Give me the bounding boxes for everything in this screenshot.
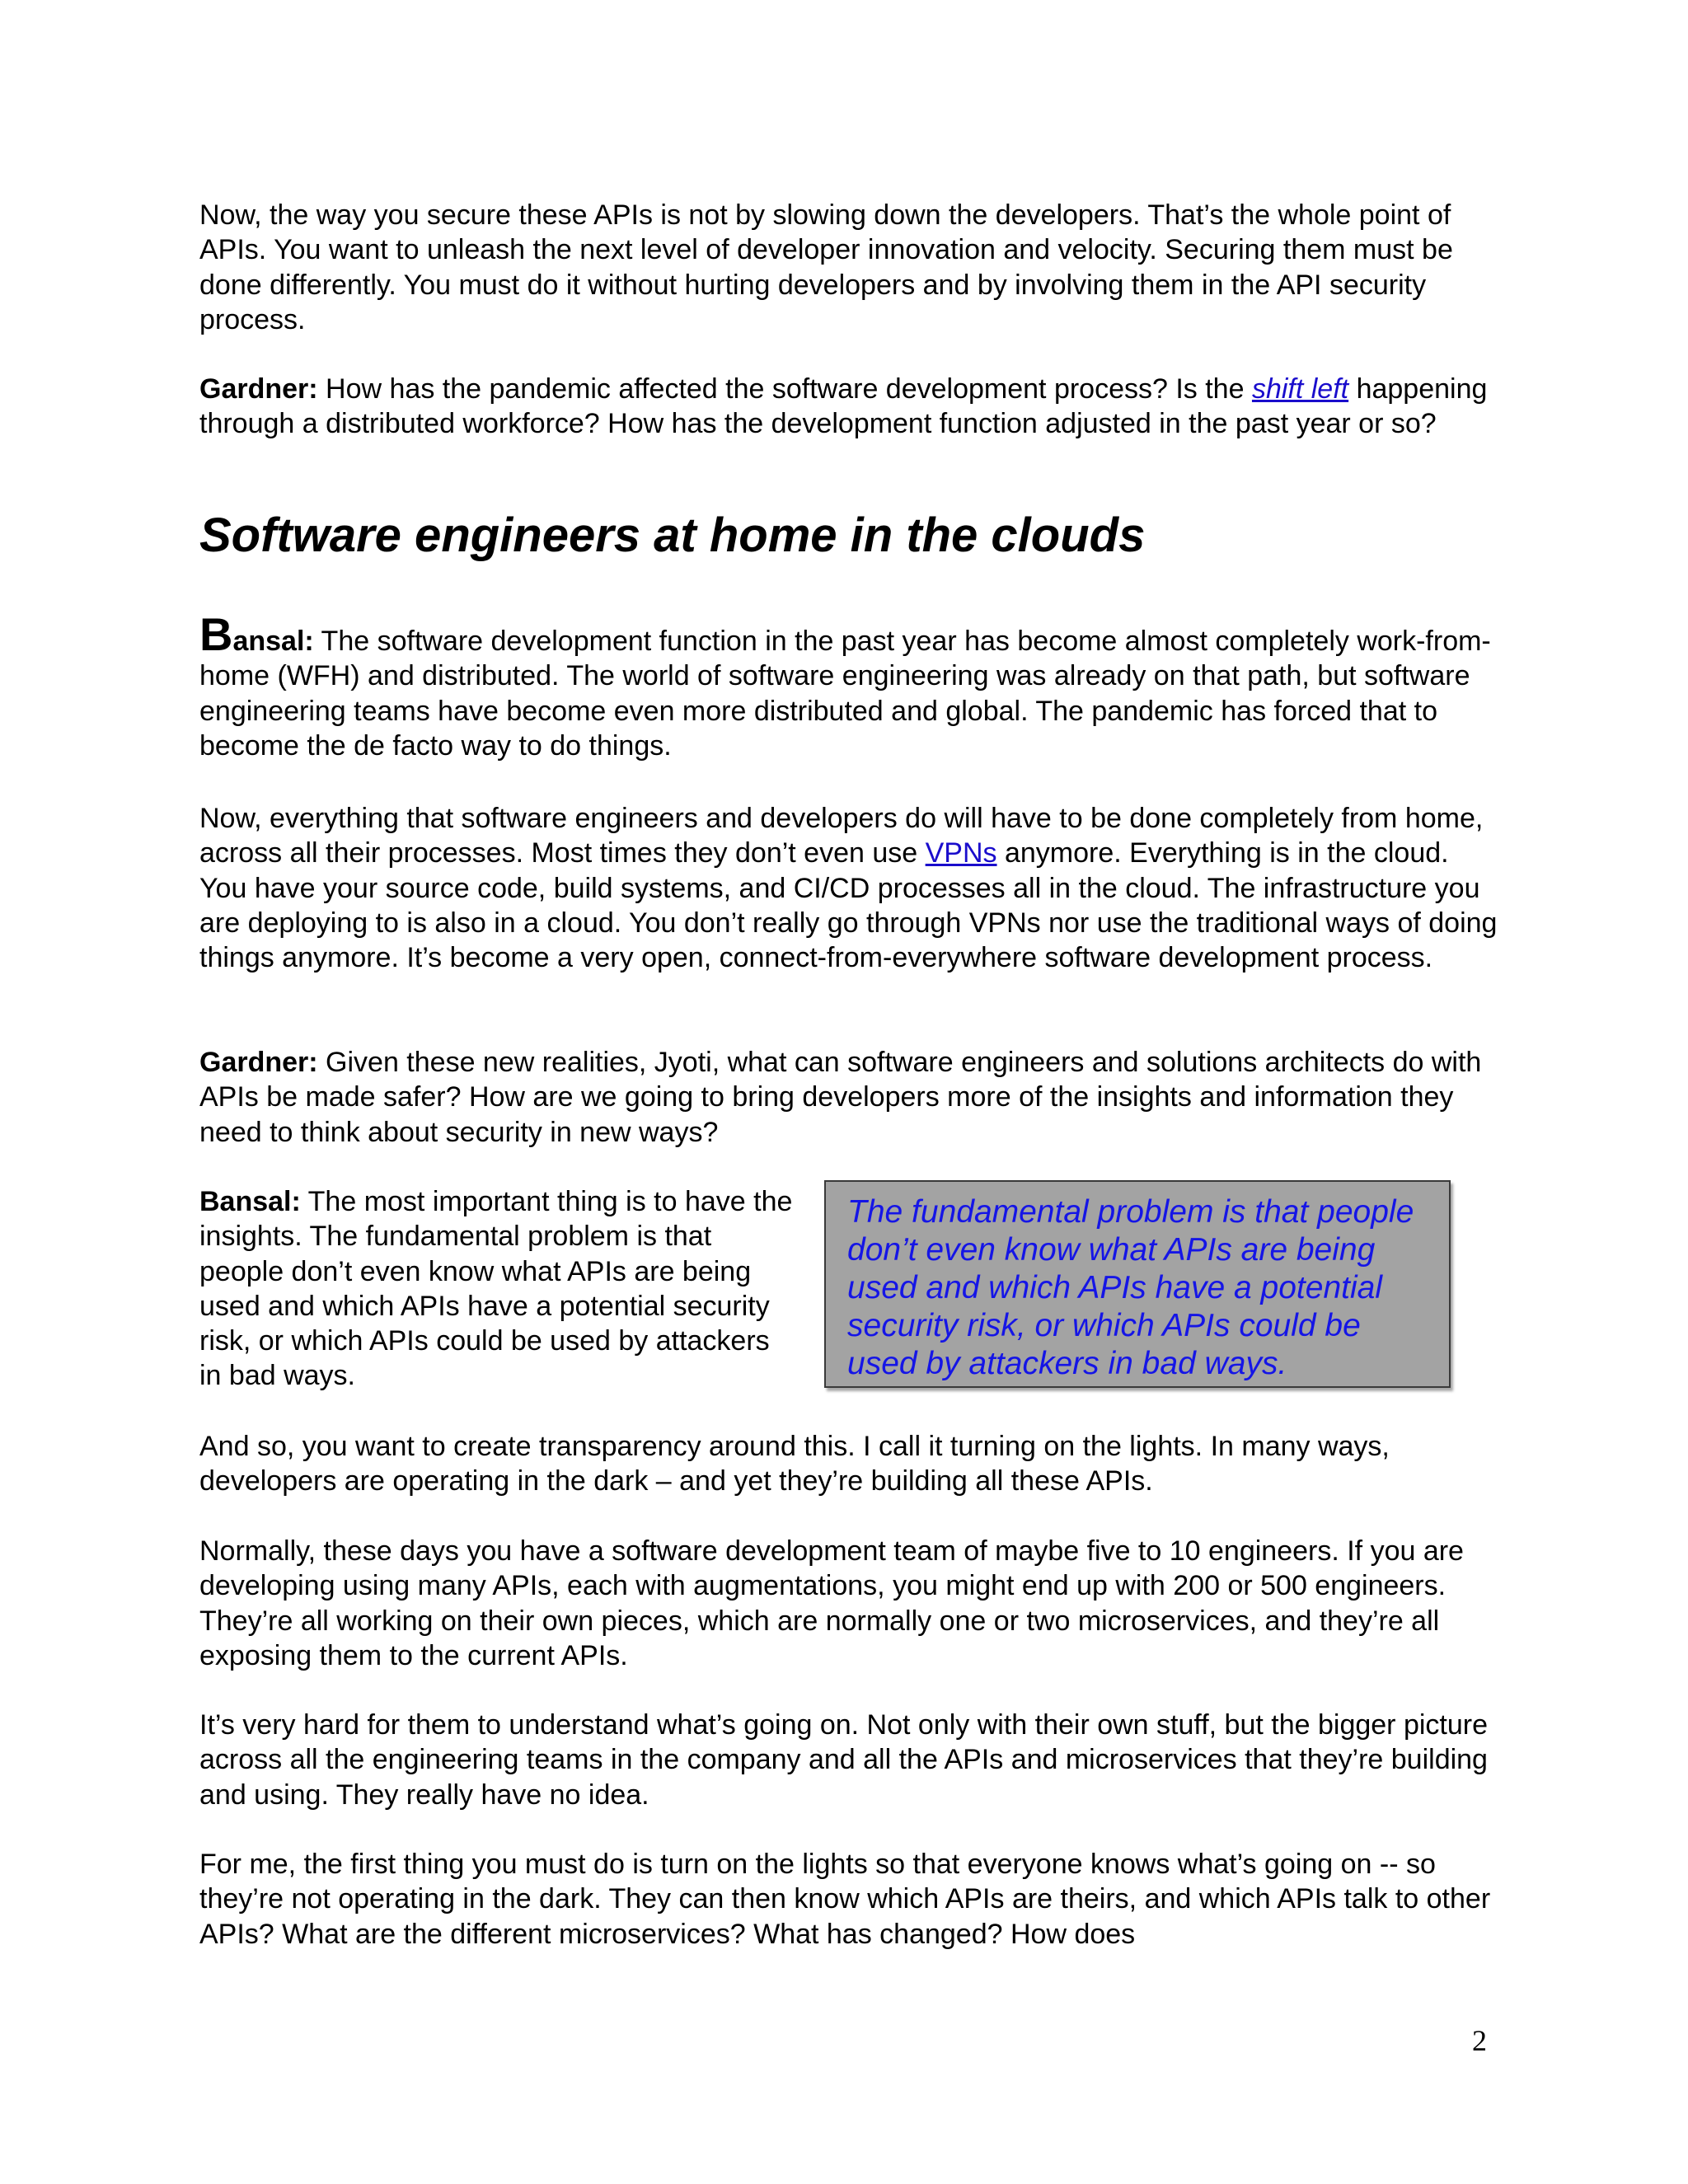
paragraph-text: How has the pandemic affected the software development process? Is the xyxy=(317,373,1252,405)
drop-cap: B xyxy=(199,608,233,660)
paragraph-text: anymore. Everything is in the cloud. You have your source code, build systems, and CI/CD processes all in the cloud. The infrastructure you are deploying to is also in a cloud. You don’t really go through VPNs nor use the traditional ways of doing things anymore. It’s become a very open, connect-from-everywhere software development process. xyxy=(199,837,1498,974)
vpns-link[interactable]: VPNs xyxy=(925,837,997,869)
paragraph-text: The software development function in the past year has become almost completely work-from-home (WFH) and distributed. The world of software engineering was already on that path, but software engineering teams have become even more distributed and global. The pandemic has forced that to become the de facto way to do things. xyxy=(199,626,1491,762)
paragraph-bansal-answer-insights xyxy=(199,1184,793,1394)
paragraph-text: Given these new realities, Jyoti, what can software engineers and solutions architects do with APIs be made safer? How are we going to bring developers more of the insights and information they need to think about security in new ways? xyxy=(199,1047,1482,1148)
paragraph-team-size xyxy=(199,1534,1502,1673)
speaker-label: Bansal: xyxy=(199,1186,301,1217)
paragraph-gardner-question-safer-apis xyxy=(199,1045,1502,1150)
speaker-label: Gardner: xyxy=(199,373,318,405)
speaker-label: ansal: xyxy=(232,626,314,657)
paragraph-text: Now, everything that software engineers and developers do will have to be done completely from home, across all their processes. Most times they don’t even use xyxy=(199,803,1484,869)
paragraph-cloud-development xyxy=(199,801,1502,975)
paragraph-bigger-picture xyxy=(199,1708,1502,1812)
paragraph-text: The most important thing is to have the insights. The fundamental problem is that people don’t even know what APIs are being used and which APIs have a potential security risk, or which APIs could be used by attackers in bad ways. xyxy=(199,1186,793,1392)
paragraph-text: Now, the way you secure these APIs is not by slowing down the developers. That’s the whole point of APIs. You want to unleash the next level of developer innovation and velocity. Securing them must be done differently. You must do it without hurting developers and by involving them in the API security process. xyxy=(199,199,1453,335)
pull-quote-box xyxy=(824,1180,1451,1388)
shift-left-link[interactable]: shift left xyxy=(1251,373,1349,405)
paragraph-api-security xyxy=(199,198,1502,337)
paragraph-transparency xyxy=(199,1429,1502,1499)
speaker-label: Gardner: xyxy=(199,1047,318,1078)
paragraph-text: Normally, these days you have a software development team of maybe five to 10 engineers. If you are developing using many APIs, each with augmentations, you might end up with 200 or 500 engineers. They’re all working on their own pieces, which are normally one or two microservices, and they’re all exposing them to the current APIs. xyxy=(199,1535,1464,1671)
paragraph-text: It’s very hard for them to understand what’s going on. Not only with their own stuff, but the bigger picture across all the engineering teams in the company and all the APIs and microservices that they’re building and using. They really have no idea. xyxy=(199,1709,1488,1811)
paragraph-text: For me, the first thing you must do is turn on the lights so that everyone knows what’s going on -- so they’re not operating in the dark. They can then know which APIs are theirs, and which APIs talk to other APIs? What are the different microservices? What has changed? How does xyxy=(199,1849,1491,1950)
paragraph-gardner-question-pandemic xyxy=(199,372,1502,442)
paragraph-turn-on-lights xyxy=(199,1847,1502,1952)
paragraph-bansal-answer-wfh xyxy=(199,608,1502,763)
pull-quote-text: The fundamental problem is that people don’t even know what APIs are being used and which APIs have a potential security risk, or which APIs could be used by attackers in bad ways. xyxy=(847,1194,1414,1381)
section-heading: Software engineers at home in the clouds xyxy=(199,509,1146,562)
paragraph-text: And so, you want to create transparency around this. I call it turning on the lights. In many ways, developers are operating in the dark – and yet they’re building all these APIs. xyxy=(199,1431,1390,1497)
page-number: 2 xyxy=(1472,2024,1487,2057)
paragraph-text: happening through a distributed workforce? How has the development function adjusted in the past year or so? xyxy=(199,373,1488,440)
